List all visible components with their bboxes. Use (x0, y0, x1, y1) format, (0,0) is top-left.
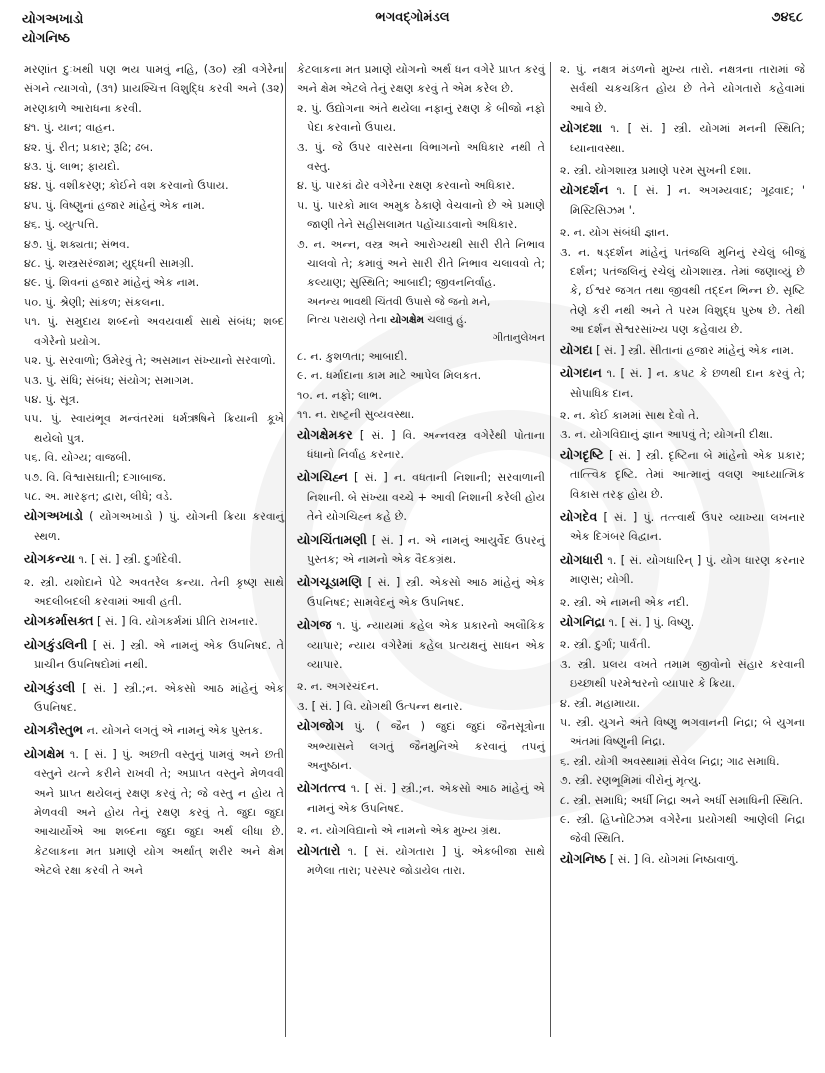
sense-definition: ૫૭. વિ. વિશ્વાસઘાતી; દગાબાજ. (24, 470, 167, 484)
entry-headword: યોગનિષ્ઠ (560, 850, 607, 866)
entry-headword: યોગક્ષેમ (24, 745, 65, 761)
sense-definition: ૫૩. પું. સંધિ; સંબંધ; સંયોગ; સમાગમ. (24, 373, 194, 387)
sense-definition: ૫૮. અ. મારફત; દ્વારા, લીધે; વડે. (24, 489, 173, 503)
entry-definition: [ સં. ] પું. તત્ત્વાર્થ ઉપર વ્યાખ્યા લખનાર એક દિગંબર વિદ્વાન. (570, 510, 805, 544)
sense-definition: ૪૫. પું. વિષ્ણુનાં હજાર માંહેનું એક નામ. (24, 198, 205, 212)
sense-definition: ૨. પું. નક્ષત્ર મંડળનો મુખ્ય તારો. નક્ષત્રના તારામાં જે સર્વથી ચકચકિત હોય છે તેને યોગતારો કહેવામાં આવે છે. (560, 63, 805, 115)
dictionary-title: ભગવદ્ગોમંડલ (375, 10, 450, 25)
sense-definition: ૩. પું. જે ઉપર વારસના વિભાગનો અધિકાર નથી તે વસ્તુ. (297, 140, 545, 174)
dictionary-entry (297, 425, 545, 465)
sense-definition: ૨. સ્ત્રી. દુર્ગા; પાર્વતી. (560, 638, 651, 652)
sense-definition: ૯. ન. ધર્માદાના કામ માટે આપેલ મિલકત. (297, 369, 482, 383)
entry-definition: [ સં. ] સ્ત્રી. એ નામનું એક ઉપનિષદ. તે પ્રાચીન ઉપનિષદોમાં નથી. (34, 638, 284, 672)
sense-definition: ૨. ન. કોઈ કામમાં સાથ દેવો તે. (560, 408, 700, 422)
entry-headword: યોગદા (560, 341, 593, 357)
sense-definition: ૫૫. પું. સ્વાયંભૂવ મન્વંતરમાં ધર્મઋષિને ક્રિયાની કૂખે થયેલો પુત્ર. (24, 412, 284, 445)
dictionary-entry (297, 467, 545, 526)
dictionary-entry (297, 716, 545, 775)
entry-headword: યોગનિદ્રા (560, 613, 606, 629)
sense-definition: ૪. સ્ત્રી. મહામાયા. (560, 696, 641, 710)
dictionary-entry (560, 507, 805, 547)
dictionary-entry (24, 506, 284, 546)
entry-headword: યોગદશા (560, 120, 603, 136)
page-number: ૭૪૬૮ (771, 10, 803, 25)
dictionary-entry (24, 744, 284, 881)
entry-headword: યોગતત્ત્વ (297, 780, 347, 796)
sense-definition: ૫૦. પું. શ્રેણી; સાંકળ; સંકલના. (24, 295, 165, 309)
sense-definition: ૪૬. પું. વ્યુત્પત્તિ. (24, 218, 99, 232)
entry-definition: [ સં. ] સ્ત્રી. એકસો આઠ માંહેનું એક ઉપનિષદ; સામવેદનું એક ઉપનિષદ. (307, 576, 545, 609)
continued-text: મરણાંત દુઃખથી પણ ભય પામવું નહિ, (૩૦) સ્ત્રી વગેરેના સંગને ત્યાગવો, (૩૧) પ્રાયશ્ચિત્ત વિશુદ્ધિ કરવી અને (૩૨) મરણકાળે આરાધના કરવી. (24, 63, 284, 115)
entry-definition: [ સં. ] ન. વધતાની નિશાની; સરવાળાની નિશાની. બે સંખ્યા વચ્ચે + આવી નિશાની કરેલી હોય તેને યોગચિહ્ન કહે છે. (307, 471, 545, 524)
sense-definition: ૮. ન. કુશળતા; આબાદી. (297, 349, 408, 363)
sense-definition: ૪૪. પું. વશીકરણ; કોઈને વશ કરવાનો ઉપાય. (24, 179, 229, 193)
sense-definition: ૪૭. પું. શક્યતા; સંભવ. (24, 237, 130, 251)
entry-headword: યોગજ (297, 617, 332, 633)
sense-definition: ૫. પું. પારકો માલ અમુક ઠેકાણે વેચવાનો છે એ પ્રમાણે જાણી તેને સહીસલામત પહોંચાડવાનો અધિકાર. (297, 198, 545, 232)
sense-definition: ૬. સ્ત્રી. યોગી અવસ્થામાં સેવેલ નિદ્રા; ગાઢ સમાધિ. (560, 754, 780, 768)
entry-headword: યોગચૂડામણિ (297, 574, 362, 590)
dictionary-entry (560, 445, 805, 504)
sense-definition: ૪. પું. પારકાં ઢોર વગેરેના રક્ષણ કરવાનો અધિકાર. (297, 179, 515, 193)
dictionary-entry (297, 778, 545, 818)
sense-definition: ૨. ન. યોગવિદ્યાનો એ નામનો એક મુખ્ય ગ્રંથ. (297, 824, 502, 838)
quotation (297, 293, 545, 347)
sense-definition: ૫૧. પું. સમુદાય શબ્દનો અવયવાર્થ સાથે સંબંધ; શબ્દ વગેરેનો પ્રયોગ. (24, 315, 284, 348)
sense-definition: ૪૮. પું. શસ્ત્રસરંજામ; યુદ્ધની સામગ્રી. (24, 257, 194, 271)
entry-headword: યોગધારી (560, 551, 604, 567)
dictionary-entry (297, 615, 545, 674)
dictionary-entry (560, 363, 805, 403)
column-divider (285, 62, 286, 1037)
sense-definition: ૪૩. પું. લાભ; ફાયદો. (24, 160, 120, 174)
entry-headword: યોગચિહ્ન (297, 469, 348, 485)
sense-definition: ૪૨. પું. રીત; પ્રકાર; રૂઢિ; ઢબ. (24, 140, 154, 154)
dictionary-entry (24, 635, 284, 675)
sense-definition: ૩. [ સં. ] વિ. યોગથી ઉત્પન્ન થનાર. (297, 699, 463, 713)
entry-headword: યોગચિંતામણી (297, 531, 367, 547)
sense-definition: ૧૦. ન. નફો; લાભ. (297, 388, 382, 402)
dictionary-entry (560, 118, 805, 158)
column-middle (297, 60, 545, 883)
entry-definition: ૧. પું. ન્યાયમાં કહેલ એક પ્રકારનો અલૌકિક વ્યાપાર; ન્યાય વગેરેમાં કહેલ પ્રત્યક્ષનું સાધન એક વ્યાપાર. (307, 619, 545, 671)
sense-definition: ૯. સ્ત્રી. હિપ્નોટિઝમ વગેરેના પ્રયોગથી આણેલી નિદ્રા જેવી સ્થિતિ. (560, 813, 805, 846)
column-divider (550, 62, 551, 1037)
sense-definition: ૭. સ્ત્રી. રણભૂમિમાં વીરોનું મૃત્યુ. (560, 774, 702, 788)
dictionary-entry (560, 612, 805, 632)
entry-headword: યોગઅખાડો (24, 508, 84, 524)
guide-word-first: યોગઅખાડો (22, 12, 84, 27)
sense-definition: ૮. સ્ત્રી. સમાધિ; અર્ધી નિદ્રા અને અર્ધી સમાધિની સ્થિતિ. (560, 793, 804, 807)
entry-headword: યોગદેવ (560, 508, 598, 524)
entry-headword: યોગક્ષેમકર (297, 426, 353, 442)
entry-definition: [ સં. ] વિ. અન્નવસ્ત્ર વગેરેથી પોતાના ધંધાનો નિર્વાહ કરનાર. (307, 428, 545, 461)
dictionary-entry (24, 678, 284, 718)
entry-headword: યોગકૌસ્તુભ (24, 722, 84, 738)
sense-definition: ૨. સ્ત્રી. એ નામની એક નદી. (560, 595, 690, 609)
dictionary-entry (560, 340, 805, 360)
sense-definition: ૪૯. પું. શિવનાં હજાર માંહેનું એક નામ. (24, 276, 200, 290)
sense-definition: ૨. ન. અગરચંદન. (297, 680, 379, 694)
entry-definition: ( યોગઅખાડો ) પું. યોગની ક્રિયા કરવાનું સ્થળ. (34, 510, 284, 543)
dictionary-entry (560, 849, 805, 869)
entry-headword: યોગદાન (560, 365, 602, 381)
entry-definition: [ સં. ] વિ. યોગકર્મમાં પ્રીતિ રાખનાર. (93, 615, 258, 629)
sense-definition: ૨. ન. યોગ સંબંધી જ્ઞાન. (560, 226, 670, 240)
entry-definition: ૧. [ સં. ] પું. વિષ્ણુ. (605, 615, 695, 629)
quote-text: નિત્ય પરાયણે તેના (307, 313, 391, 326)
quote-text: ચલાવું હું. (424, 313, 467, 326)
entry-definition: ૧. [ સં. ] સ્ત્રી. યોગમાં મનની સ્થિતિ; ધ્યાનાવસ્થા. (570, 122, 805, 155)
quote-highlight: યોગક્ષેમ (390, 313, 425, 326)
entry-definition: ૧. [ સં. યોગતારા ] પું. એકબીજા સાથે મળેલા તારા; પરસ્પર જોડાયેલ તારા. (307, 844, 545, 878)
sense-definition: ૫૪. પું. સૂત્ર. (24, 392, 80, 406)
sense-definition: ૩. ન. યોગવિદ્યાનું જ્ઞાન આપવું તે; યોગની દીક્ષા. (560, 428, 773, 442)
entry-definition: [ સં. ] સ્ત્રી. દૃષ્ટિના બે માંહેનો એક પ્રકાર; તાત્ત્વિક દૃષ્ટિ. તેમાં આત્માનું વલણ આધ્યાત્મિક વિકાસ તરફ હોય છે. (570, 448, 805, 501)
entry-definition: ૧. [ સં. ] પું. અછતી વસ્તુનું પામવું અને છતી વસ્તુને યત્ને કરીને રાખવી તે; અપ્રાપ્ત વસ્તુને મેળવવી અને પ્રાપ્ત થયેલનું રક્ષણ કરવું તે; જે વસ્તુ ન હોય તે મેળવવી અને હોય તેનું રક્ષણ કરવું તે. જુદા જુદા આચાર્યોએ આ શબ્દના જુદા જુદા અર્થ લીધા છે. કેટલાકના મત પ્રમાણે યોગ અર્થાત્ શરીર અને ક્ષેમ એટલે રક્ષા કરવી તે અને (34, 747, 284, 878)
entry-definition: ૧. [ સં. ] સ્ત્રી.;ન. એકસો આઠ માંહેનું એ નામનું એક ઉપનિષદ. (307, 782, 545, 815)
entry-definition: પું. ( જૈન ) જુદાં જુદાં જૈનસૂત્રોના અભ્યાસને લગતું જૈનમુનિએ કરવાનું તપનું અનુષ્ઠાન. (307, 720, 545, 772)
entry-definition: [ સં. ] સ્ત્રી.;ન. એકસો આઠ માંહેનું એક ઉપનિષદ. (34, 681, 284, 714)
entry-definition: ૧. [ સં. યોગધારિન્ ] પું. યોગ ધારણ કરનાર માણસ; યોગી. (570, 553, 805, 587)
entry-definition: [ સં. ] સ્ત્રી. સીતાનાં હજાર માંહેનું એક નામ. (592, 343, 794, 357)
entry-definition: ૧. [ સં. ] ન. અગમ્યવાદ; ગૂઢવાદ; ' મિસ્ટિસિઝમ '. (570, 184, 805, 217)
entry-headword: યોગકન્યા (24, 551, 75, 567)
entry-headword: યોગકુંડલી (24, 679, 76, 695)
entry-headword: યોગદર્શન (560, 182, 609, 198)
sense-definition: ૨. સ્ત્રી. યોગશાસ્ત્ર પ્રમાણે પરમ સુખની દશા. (560, 164, 752, 178)
entry-definition: ૧. [ સં. ] ન. કપટ કે છળથી દાન કરવું તે; સોપાધિક દાન. (570, 367, 805, 400)
entry-headword: યોગદૃષ્ટિ (560, 446, 604, 462)
entry-headword: યોગકર્માસક્ત (24, 613, 94, 629)
entry-headword: યોગતારો (297, 842, 341, 858)
sense-definition: ૭. ન. અન્ન, વસ્ત્ર અને આરોગ્યથી સારી રીતે નિભાવ ચાલવો તે; કમાવું અને સારી રીતે નિભાવ ચલાવવો તે; કલ્યાણ; સુસ્થિતિ; આબાદી; જીવનનિર્વાહ. (297, 237, 545, 290)
sense-definition: ૩. સ્ત્રી. પ્રલય વખતે તમામ જીવોનો સંહાર કરવાની ઇચ્છાથી પરમેશ્વરનો વ્યાપાર કે ક્રિયા. (560, 657, 805, 691)
dictionary-entry (297, 572, 545, 612)
dictionary-entry (560, 180, 805, 220)
entry-definition: [ સં. ] ન. એ નામનું આયુર્વેદ ઉપરનું પુસ્તક; એ નામનો એક વૈદકગ્રંથ. (307, 533, 545, 566)
sense-definition: ૩. ન. ષડ્દર્શન માંહેનું પતંજલિ મુનિનું રચેલું બીજું દર્શન; પતંજલિનું રચેલું યોગશાસ્ત્ર. તેમાં જણાવ્યું છે કે, ઈશ્વર જગત તથા જીવથી તદ્દન ભિન્ન છે. સૃષ્ટિ તેણે કરી નથી અને તે પરમ વિશુદ્ધ પુરુષ છે. તેથી આ દર્શન સેશ્વરસાંખ્ય પણ કહેવાય છે. (560, 245, 805, 337)
sense-definition: ૫૨. પું. સરવાળો; ઉમેરવું તે; અસમાન સંખ્યાનો સરવાળો. (24, 354, 276, 368)
entry-headword: યોગજોગ (297, 718, 344, 734)
entry-definition: ૧. [ સં. ] સ્ત્રી. દુર્ગાદેવી. (74, 553, 182, 567)
dictionary-entry (297, 530, 545, 570)
continued-text: કેટલાકના મત પ્રમાણે યોગનો અર્થ ધન વગેરે પ્રાપ્ત કરવું અને ક્ષેમ એટલે તેનું રક્ષણ કરવું તે એમ કરેલ છે. (297, 63, 545, 96)
sense-definition: ૧૧. ન. રાષ્ટ્રની સુવ્યવસ્થા. (297, 408, 415, 422)
dictionary-entry (24, 549, 284, 569)
quote-line: અનન્ય ભાવથી ચિંતવી ઉપાસે જે જનો મને, (307, 295, 491, 308)
dictionary-entry (297, 841, 545, 881)
dictionary-entry (24, 611, 284, 631)
column-left (24, 60, 284, 884)
dictionary-entry (24, 720, 284, 740)
column-right (560, 60, 805, 872)
sense-definition: ૫. સ્ત્રી. યુગને અંતે વિષ્ણુ ભગવાનની નિદ્રા; બે યુગના અંતમાં વિષ્ણુની નિદ્રા. (560, 716, 805, 749)
sense-definition: ૨. પું. ઉદ્યોગના અંતે થયેલા નફાનું રક્ષણ કે બીજો નફો પેદા કરવાનો ઉપાય. (297, 101, 545, 135)
entry-headword: યોગકુંડલિની (24, 636, 88, 652)
sense-definition: ૫૬. વિ. યોગ્ય; વાજબી. (24, 451, 132, 465)
entry-definition: ન. યોગને લગતું એ નામનું એક પુસ્તક. (83, 724, 263, 738)
guide-word-last: યોગનિષ્ઠ (22, 31, 70, 46)
quote-source: ગીતાનુલેખન (492, 331, 545, 344)
sense-definition: ૪૧. પું. યાન; વાહન. (24, 121, 116, 135)
entry-definition: [ સં. ] વિ. યોગમાં નિષ્ઠાવાળું. (606, 852, 739, 866)
sense-definition: ૨. સ્ત્રી. યશોદાને પેટે અવતરેલ કન્યા. તેની કૃષ્ણ સાથે અદલીબદલી કરવામાં આવી હતી. (24, 575, 284, 608)
quote-line (307, 311, 545, 329)
dictionary-entry (560, 550, 805, 590)
page-header (0, 0, 825, 60)
